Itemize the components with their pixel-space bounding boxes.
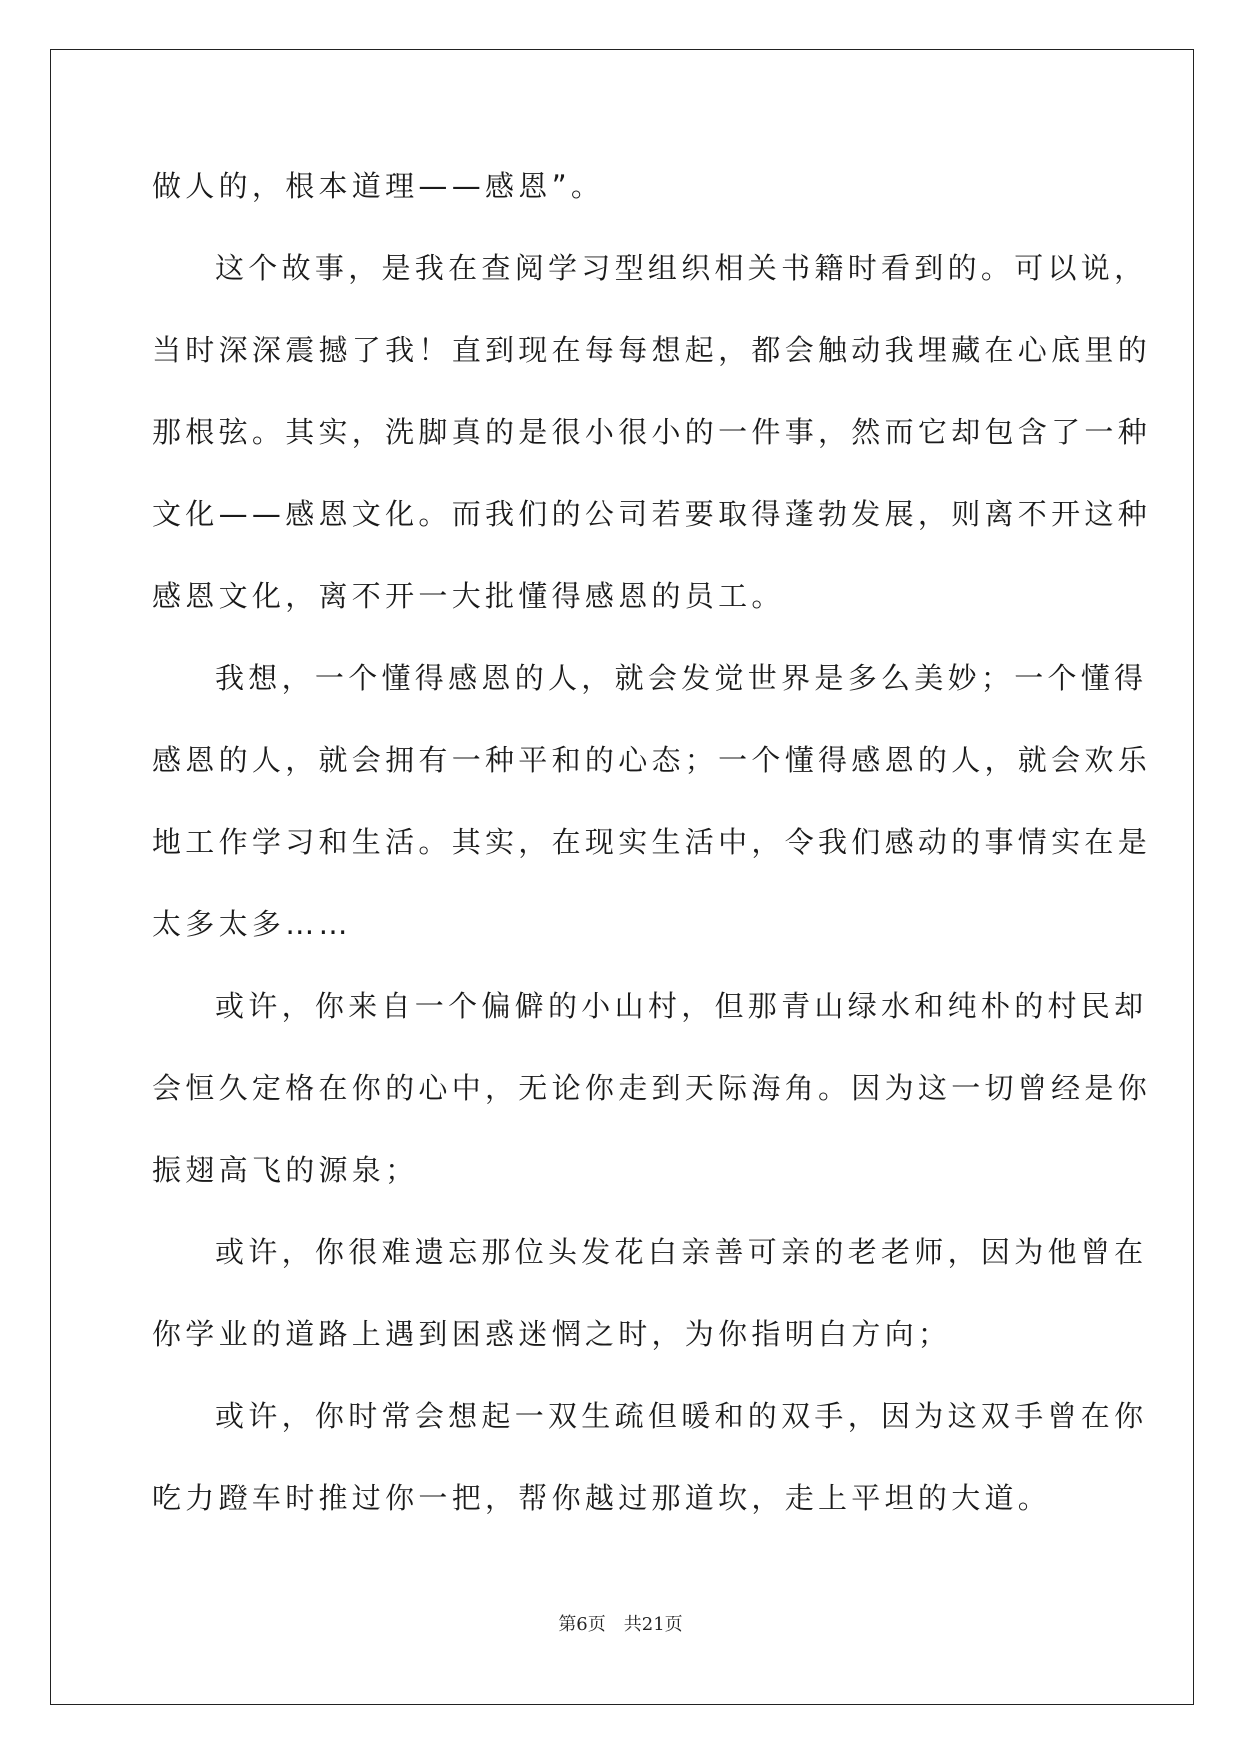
- text-line: 我想，一个懂得感恩的人，就会发觉世界是多么美妙；一个懂得: [215, 661, 1148, 695]
- text-line: 太多太多……: [152, 907, 352, 941]
- text-line: 当时深深震撼了我！直到现在每每想起，都会触动我埋藏在心底里的: [152, 333, 1152, 367]
- text-line: 或许，你时常会想起一双生疏但暖和的双手，因为这双手曾在你: [215, 1399, 1148, 1433]
- text-line: 地工作学习和生活。其实，在现实生活中，令我们感动的事情实在是: [152, 825, 1152, 859]
- text-line: 文化——感恩文化。而我们的公司若要取得蓬勃发展，则离不开这种: [152, 497, 1152, 531]
- text-line: 做人的，根本道理——感恩”。: [152, 169, 605, 203]
- text-line: 这个故事，是我在查阅学习型组织相关书籍时看到的。可以说，: [215, 251, 1148, 285]
- text-line: 你学业的道路上遇到困惑迷惘之时，为你指明白方向；: [152, 1317, 952, 1351]
- page-number-footer: 第6页 共21页: [558, 1614, 683, 1635]
- text-line: 那根弦。其实，洗脚真的是很小很小的一件事，然而它却包含了一种: [152, 415, 1152, 449]
- text-line: 振翅高飞的源泉；: [152, 1153, 419, 1187]
- text-line: 感恩的人，就会拥有一种平和的心态；一个懂得感恩的人，就会欢乐: [152, 743, 1152, 777]
- text-line: 吃力蹬车时推过你一把，帮你越过那道坎，走上平坦的大道。: [152, 1481, 1052, 1515]
- text-line: 或许，你很难遗忘那位头发花白亲善可亲的老老师，因为他曾在: [215, 1235, 1148, 1269]
- text-line: 会恒久定格在你的心中，无论你走到天际海角。因为这一切曾经是你: [152, 1071, 1152, 1105]
- text-line: 感恩文化，离不开一大批懂得感恩的员工。: [152, 579, 785, 613]
- text-line: 或许，你来自一个偏僻的小山村，但那青山绿水和纯朴的村民却: [215, 989, 1148, 1023]
- document-body: [152, 166, 1152, 1560]
